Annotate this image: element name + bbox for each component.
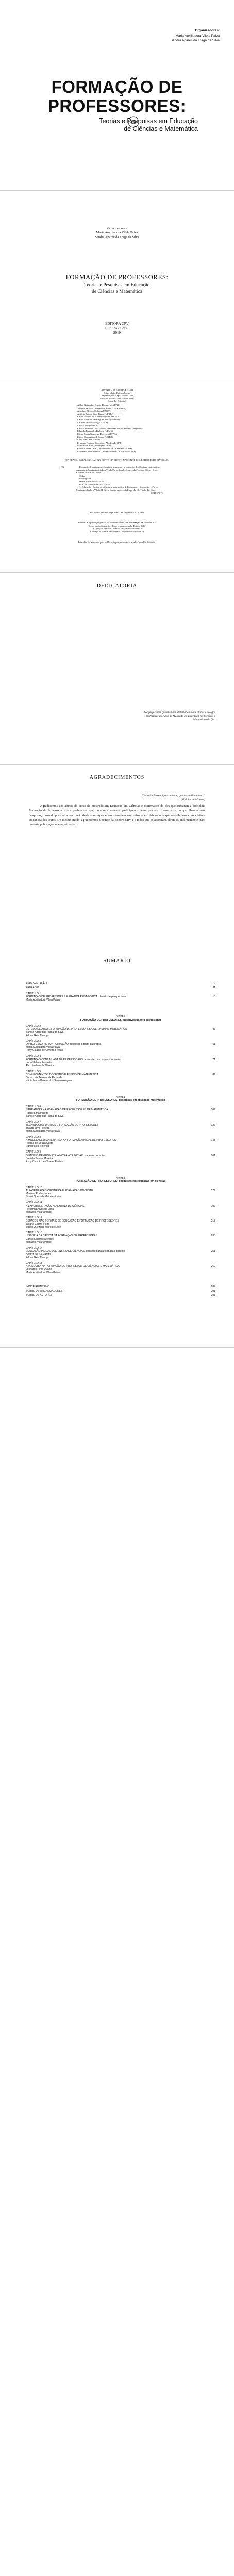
toc-entry-title: TECNOLOGIAS DIGITAIS E FORMAÇÃO DE PROFESSORES	[26, 1123, 99, 1127]
toc-page-number: 233	[211, 1234, 215, 1238]
toc-author: Thiago Silva Ferreira	[26, 1126, 50, 1130]
book-title: FORMAÇÃO DE PROFESSORES:	[65, 273, 169, 281]
toc-author: Manuella Villar Amado	[26, 1210, 52, 1214]
toc-entry-title: ESTUDO DE AULA E FORMAÇÃO DE PROFESSORES QUE ENSINAM MATEMÁTICA	[26, 1027, 127, 1031]
toc-author: Leonardo Pires Duarte	[26, 1268, 52, 1272]
toc-author: Maria Auxiliadora Vilela Paiva	[26, 1271, 60, 1275]
toc-author: Alex Jordane de Oliveira	[26, 1064, 54, 1067]
toc-page-number: 11	[212, 986, 215, 990]
board-member: Élsio José Corá (UFFS)	[77, 438, 100, 442]
toc-line	[26, 1154, 215, 1157]
toc-chapter-number: CAPÍTULO 13	[26, 1231, 42, 1235]
toc-part-heading	[26, 1096, 215, 1102]
dedication-heading: DEDICATÓRIA	[96, 583, 138, 589]
toc-chapter-number: CAPÍTULO 9	[26, 1150, 41, 1154]
dedication-page	[0, 573, 234, 765]
toc-author: Sandra Aparecida Fraga da Silva	[26, 1114, 64, 1118]
publisher-city: Curitiba - Brasil	[105, 326, 129, 330]
toc-page-number: 161	[211, 1154, 215, 1157]
board-member: Eduardo Fernandes Barbosa (UFMG)	[77, 430, 113, 433]
toc-part-title: FORMAÇÃO DE PROFESSORES: pesquisas em educação matemática	[76, 1099, 165, 1103]
organizers-list	[0, 231, 234, 240]
toc-page-number: 89	[212, 1073, 215, 1076]
toc-entry[interactable]	[26, 1290, 215, 1293]
toc-entry-title: O ENSINO DE GEOMETRIA NOS ANOS INICIAIS: saberes docentes	[26, 1154, 106, 1157]
toc-author: Sidnei Quezada Meireles Leite	[26, 1226, 61, 1229]
toc-entry-title: ALFABETIZAÇÃO CIENTÍFICA E FORMAÇÃO DOCENTE	[26, 1189, 93, 1193]
board-member: Carlos Alberto Vilar Estêvão (UMINHO - PT)	[77, 415, 122, 418]
rights-line: Proibida a reprodução parcial ou total desta obra sem autorização da Editora CRV	[78, 521, 156, 524]
catalog-line: 1. Educação - Ensino de ciências e matemática. 2. Professores - formação. I. Paiva, Maria Auxiliadora Vilela. II. Silva, Sandra Aparecida Fraga da. III. Título. IV. Série.	[76, 486, 158, 492]
rights-line: Tel.: (41) 3039-6418 - E-mail: sac@editoracrv.com.br	[91, 527, 143, 530]
toc-author: Edmar Reis Thiengo	[26, 1033, 49, 1037]
toc-chapter-number: CAPÍTULO 5	[26, 1070, 41, 1073]
toc-page-number: 9	[214, 982, 215, 985]
toc-entry-title: A PESQUISA NA FORMAÇÃO DO PROFESSOR DE CIÊNCIAS E MATEMÁTICA	[26, 1265, 120, 1268]
cover-organizers-label: Organizadoras:	[195, 29, 220, 32]
toc-author: Priscila de Souza Costa	[26, 1142, 54, 1145]
toc-line	[26, 1028, 215, 1031]
toc-author: Lúcia Helena Pancotto	[26, 1061, 52, 1064]
toc-line	[26, 1285, 215, 1289]
copyright-line: Copyright © da Editora CRV Ltda.	[100, 388, 134, 391]
toc-page-number: 215	[211, 1219, 215, 1223]
toc-page-number: 127	[211, 1123, 215, 1127]
rights-line: Conheça os nossos lançamentos: www.editoracrv.com.br	[90, 530, 144, 533]
toc-part-title: FORMAÇÃO DE PROFESSORES: desenvolvimento profissional	[80, 1018, 161, 1022]
summary-heading: SUMÁRIO	[103, 958, 131, 964]
toc-entry[interactable]	[26, 1231, 215, 1244]
half-title-page	[0, 191, 234, 381]
toc-entry-title: FORMAÇÃO DE PROFESSORES E PRÁTICA PEDAGÓGICA: desafios e perspectivas	[26, 995, 126, 999]
toc-line	[26, 1290, 215, 1293]
toc-author: Fernanda Alves de Lima	[26, 1207, 54, 1211]
toc-entry[interactable]	[26, 1105, 215, 1117]
toc-chapter-number: CAPÍTULO 15	[26, 1261, 42, 1265]
toc-author: Mariana Rocha Lopes	[26, 1192, 51, 1196]
toc-entry-title: PREFÁCIO	[26, 986, 39, 990]
toc-entry[interactable]	[26, 1201, 215, 1213]
book-subtitle-line: Teorias e Pesquisas em Educação	[84, 283, 150, 288]
toc-part-number: PARTE 2	[115, 1096, 126, 1099]
review-note: Esta obra foi aprovada para publicação por pareceristas e pelo Conselho Editorial.	[78, 541, 156, 544]
toc-part-heading	[26, 1177, 215, 1183]
book-subtitle	[0, 282, 234, 295]
organizer-name: Sandra Aparecida Fraga da Silva	[95, 235, 139, 239]
toc-entry[interactable]	[26, 1216, 215, 1229]
catalog-line: CDD 370.71	[151, 492, 163, 495]
catalog-line: Bibliografia	[79, 477, 91, 480]
toc-author: Manuella Villar Amado	[26, 1241, 52, 1244]
toc-author: Maria Auxiliadora Vilela Paiva	[26, 998, 60, 1002]
toc-line	[26, 1124, 215, 1127]
toc-entry-title: O PROFESSOR E SUA FORMAÇÃO: reflexões a partir da prática	[26, 1043, 102, 1046]
cover-title-line: FORMAÇÃO DE	[51, 77, 183, 96]
cover-organizer-name: Maria Auxiliadora Vilela Paiva	[175, 34, 220, 38]
publisher-name: EDITORA CRV	[105, 321, 129, 326]
toc-entry[interactable]	[26, 986, 215, 989]
toc-chapter-number: CAPÍTULO 8	[26, 1136, 41, 1139]
toc-line	[26, 1189, 215, 1192]
toc-chapter-number: CAPÍTULO 7	[26, 1120, 41, 1124]
toc-author: Sandra Aparecida Fraga da Silva	[26, 1030, 64, 1034]
toc-author: Edmar Reis Thiengo	[26, 1145, 49, 1148]
acknowledgments-heading: AGRADECIMENTOS	[89, 775, 145, 781]
board-member: Elione Maria Nogueira Diogenes (UFAL)	[77, 432, 117, 435]
cover-organizer-name: Sandra Aparecida Fraga da Silva	[170, 39, 220, 42]
toc-closing	[26, 1285, 215, 1297]
toc-author: Daniela Santos Moreira	[26, 1157, 53, 1160]
board-member: Gloria Fariñas León (Universidade de La Havana - Cuba)	[77, 447, 132, 450]
toc-author: Beatriz Souza Martins	[26, 1252, 51, 1256]
toc-line	[26, 1205, 215, 1208]
cover-title	[0, 77, 234, 115]
toc-page-number: 51	[212, 1043, 215, 1046]
rights-line: Todos os direitos desta edição reservados pela: Editora CRV	[88, 524, 146, 527]
toc-entry-title: NARRATIVAS NA FORMAÇÃO DE PROFESSORES DE MATEMÁTICA	[26, 1108, 108, 1112]
epigraph-quote: "Se todos fossem iguais a você, que maravilha viver..."	[142, 794, 205, 798]
toc-page-number: 293	[211, 1294, 215, 1297]
toc-chapter-number: CAPÍTULO 12	[26, 1216, 42, 1219]
copyright-line: Revisão: Analista de Escrita e Artes	[100, 397, 134, 400]
catalog-line: 304 p.	[79, 474, 86, 477]
toc-entry[interactable]	[26, 1186, 215, 1198]
table-of-contents	[26, 982, 215, 1298]
dedication-text: Aos professores que ensinam Matemática e aos alunos e colegas professores do curso de Mestrado em Educação em Ciências e Matemática do Ifes.	[143, 711, 215, 721]
toc-entry[interactable]	[26, 1055, 215, 1067]
legal-deposit: Foi feito o depósito legal conf. Lei 10.994 de 14/12/2004	[90, 511, 144, 514]
toc-entry-title: ESPAÇOS NÃO FORMAIS DE EDUCAÇÃO E FORMAÇÃO DE PROFESSORES	[26, 1219, 120, 1223]
board-member: Anselmo Alencar Colares (UFOPA)	[77, 410, 112, 413]
organizers-label: Organizadoras	[107, 227, 127, 230]
toc-entry-title: EDUCAÇÃO INCLUSIVA E ENSINO DE CIÊNCIAS: desafios para a formação docente	[26, 1249, 125, 1253]
organizer-name: Maria Auxiliadora Vilela Paiva	[96, 231, 138, 234]
copyright-line: Diagramação e Capa: Editora CRV	[100, 394, 134, 397]
cover-organizers	[171, 33, 220, 43]
cover-subtitle-line: Teorias e Pesquisas em Educação	[99, 117, 198, 125]
acknowledgments-page	[0, 765, 234, 956]
toc-part-number: PARTE 3	[115, 1176, 126, 1179]
board-member: Carlos Federico Dominguez Avila (Unieuro)	[77, 418, 120, 421]
toc-entry[interactable]	[26, 1070, 215, 1082]
board-member: Aldira Guimarães Duarte Domínguez (UNB)	[77, 404, 120, 406]
toc-author: Maria Auxiliadora Vilela Paiva	[26, 1046, 60, 1049]
toc-entry-title: FORMAÇÃO CONTINUADA DE PROFESSORES: a escola como espaço formativo	[26, 1058, 122, 1061]
catalog-title: CIP-BRASIL. CATALOGAÇÃO-NA-FONTE SINDICATO NACIONAL DOS EDITORES DE LIVROS, RJ	[65, 459, 169, 461]
toc-page-number: 109	[211, 1108, 215, 1112]
copyright-header	[0, 388, 234, 403]
toc-page-number: 15	[212, 995, 215, 999]
toc-page-number: 71	[212, 1058, 215, 1061]
summary-page	[0, 956, 234, 1348]
publication-year: 2019	[113, 331, 121, 335]
toc-page-number: 287	[211, 1285, 215, 1289]
toc-line	[26, 982, 215, 985]
toc-entry[interactable]	[26, 1025, 215, 1037]
copyright-page	[0, 381, 234, 573]
toc-author: Edmar Reis Thiengo	[26, 1256, 49, 1259]
toc-page-number: 33	[212, 1027, 215, 1031]
toc-page-number: 269	[211, 1265, 215, 1268]
toc-line	[26, 1250, 215, 1253]
board-member: Guillermo Arias Beatón (Universidade de La Havana - Cuba)	[77, 450, 136, 453]
toc-entry-title: HISTÓRIA DA CIÊNCIA NA FORMAÇÃO DE PROFESSORES	[26, 1234, 97, 1238]
toc-entry[interactable]	[26, 1040, 215, 1052]
toc-author: Maria Auxiliadora Vilela Paiva	[26, 1130, 60, 1133]
toc-entry[interactable]	[26, 1121, 215, 1133]
toc-entry-title: SOBRE OS AUTORES	[26, 1294, 53, 1297]
toc-chapter-number: CAPÍTULO 10	[26, 1186, 42, 1190]
copyright-line: Conselho Editorial:	[108, 400, 126, 403]
toc-entry[interactable]	[26, 1294, 215, 1297]
toc-chapter-number: CAPÍTULO 1	[26, 992, 41, 996]
toc-line	[26, 1108, 215, 1111]
toc-part-heading	[26, 1015, 215, 1021]
toc-part-number: PARTE 1	[115, 1015, 126, 1018]
book-subtitle-line: de Ciências e Matemática	[92, 289, 142, 294]
toc-part-title: FORMAÇÃO DE PROFESSORES: pesquisas em educação em ciências	[76, 1179, 165, 1183]
toc-entry[interactable]	[26, 1285, 215, 1289]
toc-chapter-number: CAPÍTULO 11	[26, 1201, 42, 1205]
toc-author: Rony Cláudio de Oliveira Freitas	[26, 1049, 63, 1053]
toc-entry[interactable]	[26, 1247, 215, 1259]
toc-entry-title: SOBRE OS ORGANIZADORES	[26, 1290, 63, 1293]
catalog-line: DOI 10.24824/978854443190.6	[79, 483, 110, 486]
editorial-board	[77, 404, 160, 453]
toc-entry[interactable]	[26, 992, 215, 1002]
toc-chapter-number: CAPÍTULO 6	[26, 1105, 41, 1109]
catalog-line: Formação de professores: teorias e pesquisas em educação de ciências e matemática / organização Maria Auxiliadora Vilela Paiva, Sandra Aparecida Fraga da Silva. - 1. ed. - Curitiba - PR: CRV, 2019.	[76, 466, 160, 474]
cover-page	[0, 0, 234, 191]
catalog-id: F82	[61, 466, 65, 468]
toc-chapter-number: CAPÍTULO 4	[26, 1055, 41, 1058]
toc-author: Rony Cláudio de Oliveira Freitas	[26, 1160, 63, 1163]
board-member: Antônio Pereira Gaio Júnior (UFRRJ)	[77, 412, 113, 415]
catalog-line: ISBN 978-85-444-3190-6	[79, 480, 104, 483]
toc-chapter-number: CAPÍTULO 2	[26, 1024, 41, 1028]
toc-entry[interactable]	[26, 1262, 215, 1274]
board-member: Andréia da Silva Quintanilha Sousa (UNIR/UFRN)	[77, 406, 126, 410]
board-member: Cesar Gerónimo Tello (Univer. Nacional Três de Febrero - Argentina)	[77, 427, 144, 430]
board-member: Celso Conti (UFSCar)	[77, 424, 99, 427]
toc-line	[26, 1139, 215, 1142]
publisher-block	[0, 321, 234, 335]
toc-entry[interactable]	[26, 1150, 215, 1163]
toc-author: Rafael Lima Pereira	[26, 1111, 49, 1115]
toc-page-number: 145	[211, 1139, 215, 1142]
toc-entry-title: ÍNDICE REMISSIVO	[26, 1285, 50, 1289]
toc-author: Juliana Castro Vieira	[26, 1222, 50, 1226]
catalog-card	[61, 466, 163, 495]
toc-author: Carlos Eduardo Mendes	[26, 1238, 54, 1241]
toc-chapter-number: CAPÍTULO 3	[26, 1040, 41, 1043]
board-member: Francisco Carlos Duarte (PUC-PR)	[77, 444, 111, 447]
toc-page-number: 251	[211, 1249, 215, 1253]
toc-author: Oscar Luiz Teixeira de Rezende	[26, 1076, 62, 1079]
rights-block	[0, 521, 234, 533]
board-member: Carmen Tereza Velanga (UNIR)	[77, 421, 108, 424]
toc-line	[26, 1265, 215, 1268]
acknowledgments-text: Agradecemos aos alunos do curso de Mestrado em Educação em Ciências e Matemática do Ifes que cursaram a disciplina Formação de Professores e aos professores que, com seus estudos, participaram desse processo formativo e compartilharam suas pesquisas, tornando possível a realização desta obra. Agradecemos também aos revisores e colaboradores que contribuíram com a leitura cuidadosa dos textos. Do mesmo modo, agradecemos à equipe da Editora CRV e a todos que colaboraram, direta ou indiretamente, para que esta publicação se concretizasse.	[29, 804, 205, 826]
toc-entry-title: CONHECIMENTOS DOCENTES E ENSINO DE MATEMÁTICA	[26, 1073, 98, 1076]
toc-page-number: 291	[211, 1290, 215, 1293]
toc-entry[interactable]	[26, 1136, 215, 1148]
toc-line	[26, 1234, 215, 1238]
epigraph-author: (Vinicius de Moraes)	[181, 798, 205, 801]
cover-title-line: PROFESSORES:	[47, 96, 187, 115]
toc-page-number: 179	[211, 1189, 215, 1193]
toc-entry-title: A EXPERIMENTAÇÃO NO ENSINO DE CIÊNCIAS	[26, 1204, 85, 1208]
toc-line	[26, 1058, 215, 1061]
toc-line	[26, 1219, 215, 1223]
toc-line	[26, 986, 215, 989]
toc-entry-title: APRESENTAÇÃO	[26, 982, 47, 985]
cover-subtitle	[95, 117, 198, 133]
toc-author: Vânia Maria Pereira dos Santos-Wagner	[26, 1079, 72, 1083]
toc-entry-title: A MODELAGEM MATEMÁTICA NA FORMAÇÃO INICIAL DE PROFESSORES	[26, 1139, 116, 1142]
toc-chapter-number: CAPÍTULO 14	[26, 1246, 42, 1250]
board-member: Fernando Antônio Gonçalves Alcoforado (IPB)	[77, 441, 123, 444]
toc-entry[interactable]	[26, 982, 215, 985]
toc-page-number: 197	[211, 1204, 215, 1208]
toc-line	[26, 1294, 215, 1297]
toc-author: Sidnei Quezada Meireles Leite	[26, 1195, 61, 1199]
board-member: Elizeu Clementino de Souza (UNEB)	[77, 435, 113, 438]
copyright-line: Editor-chefe: Railson Moura	[103, 391, 131, 394]
cover-subtitle-line: de Ciências e Matemática	[124, 125, 198, 132]
epigraph	[142, 794, 205, 802]
